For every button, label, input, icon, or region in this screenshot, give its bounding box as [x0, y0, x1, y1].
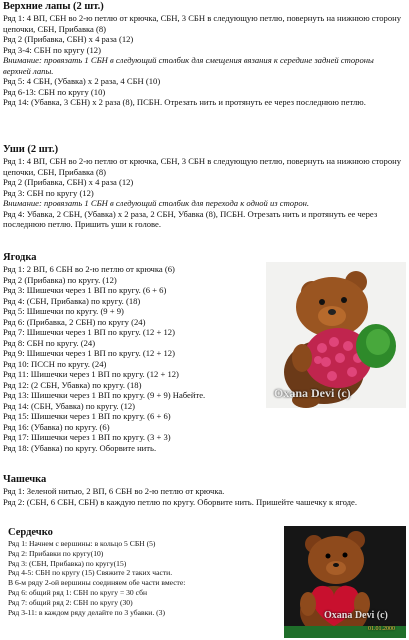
cup-row: Ряд 2: (СБН, 6 СБН, СБН) в каждую петлю по кругу. Оборвите нить. Пришейте чашечку к ягоде.: [3, 496, 358, 507]
upper-paws-row: Ряд 2 (Прибавка, СБН) х 4 раза (12): [3, 34, 134, 44]
ears-row: Ряд 3: СБН по кругу (12): [3, 187, 94, 198]
heart-row: Ряд 3: (СБН, Прибавка) по кругу(15): [8, 558, 127, 568]
upper-paws-row: Ряд 3-4: СБН по кругу (12): [3, 44, 101, 55]
berry-section: [3, 252, 265, 453]
berry-row: Ряд 7: Шишечки через 1 ВП по кругу. (12 + 12): [3, 327, 175, 337]
berry-row: Ряд 8: СБН по кругу. (24): [3, 337, 96, 348]
heart-bear-photo: [284, 526, 406, 638]
heart-row: В 6-м ряду 2-ой вершины соединяем обе части вместе:: [8, 578, 186, 588]
upper-paws-row: Ряд 6-13: СБН по кругу (10): [3, 86, 106, 97]
berry-row: Ряд 2 (Прибавка) по кругу. (12): [3, 274, 117, 285]
berry-row: Ряд 3: Шишечки через 1 ВП по кругу. (6 + 6): [3, 285, 167, 295]
berry-row: Ряд 15: Шишечки через 1 ВП по кругу. (6 + 6): [3, 411, 171, 421]
cup-row: Ряд 1: Зеленой нитью, 2 ВП, 6 СБН во 2-ю петлю от крючка.: [3, 486, 225, 496]
berry-row: Ряд 5: Шишечки по кругу. (9 + 9): [3, 306, 124, 316]
upper-paws-row: Ряд 5: 4 СБН, (Убавка) х 2 раза, 4 СБН (10): [3, 76, 161, 86]
heart-row: Ряд 2: Прибавки по кругу(10): [8, 548, 104, 558]
upper-paws-note: Внимание: провязать 1 СБН в следующий столбик для смещения вязания к середине задней стороны верхней лапы.: [3, 55, 374, 76]
heart-title: Сердечко: [8, 527, 53, 538]
upper-paws-title: Верхние лапы (2 шт.): [3, 1, 104, 12]
berry-photo-watermark: Oxana Devi (c): [274, 386, 351, 400]
upper-paws-row: Ряд 1: 4 ВП, СБН во 2-ю петлю от крючка, СБН, 3 СБН в следующую петлю, повернуть на нижнюю сторону цепочки, СБН, Прибавка (8): [3, 13, 402, 34]
ears-section: [3, 144, 403, 230]
berry-title: Ягодка: [3, 252, 37, 263]
ears-row: Ряд 4: Убавка, 2 СБН, (Убавка) х 2 раза, 2 СБН, Убавка (8), ПСБН. Отрезать нить и протянуть ее через последнюю петлю. Пришить уши к голове.: [3, 208, 378, 229]
berry-row: Ряд 14: (СБН, Убавка) по кругу. (12): [3, 400, 136, 411]
berry-row: Ряд 6: (Прибавка, 2 СБН) по кругу (24): [3, 316, 146, 327]
heart-photo-date: 01.01.2000: [368, 626, 395, 632]
upper-paws-row: Ряд 14: (Убавка, 3 СБН) х 2 раза (8), ПСБН. Отрезать нить и протянуть ее через последнюю петлю.: [3, 97, 366, 107]
berry-row: Ряд 13: Шишечки через 1 ВП по кругу. (9 + 9) Набейте.: [3, 390, 206, 400]
berry-bear-photo: [266, 262, 406, 408]
bear-with-heart-illustration: [284, 526, 406, 638]
berry-row: Ряд 10: ПССН по кругу. (24): [3, 358, 107, 369]
heart-row: Ряд 7: общий ряд 2: СБН по кругу (30): [8, 597, 133, 607]
ears-row: Ряд 2 (Прибавка, СБН) х 4 раза (12): [3, 177, 134, 187]
heart-row: Ряд 4-5: СБН по кругу (15) Свяжите 2 таких части.: [8, 568, 173, 578]
heart-row: Ряд 1: Начнем с вершины: в кольцо 5 СБН (5): [8, 539, 156, 548]
berry-row: Ряд 12: (2 СБН, Убавка) по кругу. (18): [3, 379, 142, 390]
cup-title: Чашечка: [3, 474, 47, 485]
heart-row: Ряд 6: общий ряд 1: СБН по кругу = 30 сбн: [8, 587, 148, 597]
heart-section: [8, 527, 280, 617]
ears-note: Внимание: провязать 1 СБН в следующий столбик для перехода к одной из сторон.: [3, 198, 310, 208]
berry-row: Ряд 18: (Убавка) по кругу. Оборвите нить.: [3, 442, 157, 453]
upper-paws-section: [3, 1, 403, 108]
berry-row: Ряд 11: Шишечки через 1 ВП по кругу. (12 + 12): [3, 369, 179, 379]
berry-row: Ряд 17: Шишечки через 1 ВП по кругу. (3 + 3): [3, 432, 171, 442]
heart-photo-watermark: Oxana Devi (c): [324, 610, 388, 621]
cup-section: [3, 474, 403, 507]
berry-row: Ряд 1: 2 ВП, 6 СБН во 2-ю петлю от крючка (6): [3, 264, 175, 274]
heart-row: Ряд 3-11: в каждом ряду делайте по 3 убавки. (3): [8, 607, 165, 617]
berry-row: Ряд 9: Шишечки через 1 ВП по кругу. (12 + 12): [3, 348, 175, 358]
ears-row: Ряд 1: 4 ВП, СБН во 2-ю петлю от крючка, СБН, 3 СБН в следующую петлю, повернуть на нижнюю сторону цепочки, СБН, Прибавка (8): [3, 156, 402, 177]
berry-row: Ряд 4: (СБН, Прибавка) по кругу. (18): [3, 295, 141, 306]
berry-row: Ряд 16: (Убавка) по кругу. (6): [3, 421, 110, 432]
ears-title: Уши (2 шт.): [3, 144, 59, 155]
